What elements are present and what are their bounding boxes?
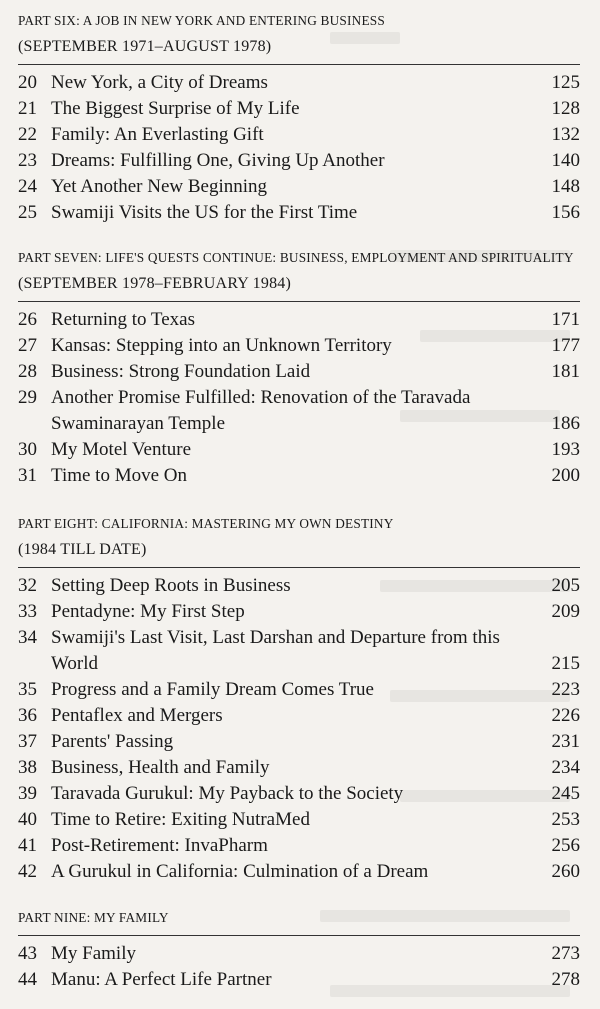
toc-entry[interactable]: 27 Kansas: Stepping into an Unknown Territory 177 (18, 335, 580, 356)
toc-entry[interactable]: 42 A Gurukul in California: Culmination of a Dream 260 (18, 861, 580, 882)
toc-entry[interactable]: 24 Yet Another New Beginning 148 (18, 176, 580, 197)
toc-entry[interactable]: 23 Dreams: Fulfilling One, Giving Up Another 140 (18, 150, 580, 171)
divider (18, 301, 580, 302)
toc-entry[interactable]: 32 Setting Deep Roots in Business 205 (18, 575, 580, 596)
toc-entry[interactable]: 21 The Biggest Surprise of My Life 128 (18, 98, 580, 119)
toc-entry[interactable]: 26 Returning to Texas 171 (18, 309, 580, 330)
divider (18, 567, 580, 568)
toc-entry[interactable]: 41 Post-Retirement: InvaPharm 256 (18, 835, 580, 856)
toc-entry[interactable]: 38 Business, Health and Family 234 (18, 757, 580, 778)
part-heading: PART SEVEN: LIFE'S QUESTS CONTINUE: BUSINESS, EMPLOYMENT AND SPIRITUALITY (SEPTEMBER 1978–FEBRUARY 1984) (18, 250, 574, 292)
toc-entry[interactable]: 43 My Family 273 (18, 943, 580, 964)
part-six (18, 8, 580, 226)
divider (18, 935, 580, 936)
toc-entry[interactable]: 39 Taravada Gurukul: My Payback to the Society 245 (18, 783, 580, 804)
toc-entry[interactable]: 31 Time to Move On 200 (18, 465, 580, 486)
toc-entry[interactable]: 40 Time to Retire: Exiting NutraMed 253 (18, 809, 580, 830)
toc-entry[interactable]: 25 Swamiji Visits the US for the First Time 156 (18, 202, 580, 223)
toc-entry[interactable]: 22 Family: An Everlasting Gift 132 (18, 124, 580, 145)
toc-entry[interactable]: 29 Another Promise Fulfilled: Renovation of the Taravada Swaminarayan Temple 186 (18, 387, 580, 434)
part-heading: PART NINE: MY FAMILY (18, 910, 169, 925)
divider (18, 64, 580, 65)
part-nine (18, 905, 580, 993)
part-heading: PART EIGHT: CALIFORNIA: MASTERING MY OWN DESTINY (1984 TILL DATE) (18, 516, 394, 558)
toc-entry[interactable]: 35 Progress and a Family Dream Comes True 223 (18, 679, 580, 700)
part-seven (18, 245, 580, 489)
toc-entry[interactable]: 36 Pentaflex and Mergers 226 (18, 705, 580, 726)
part-eight (18, 511, 580, 885)
part-heading: PART SIX: A JOB IN NEW YORK AND ENTERING BUSINESS (SEPTEMBER 1971–AUGUST 1978) (18, 13, 385, 55)
toc-entry[interactable]: 33 Pentadyne: My First Step 209 (18, 601, 580, 622)
toc-entry[interactable]: 37 Parents' Passing 231 (18, 731, 580, 752)
toc-entry[interactable]: 20 New York, a City of Dreams 125 (18, 72, 580, 93)
toc-entry[interactable]: 30 My Motel Venture 193 (18, 439, 580, 460)
toc-entry[interactable]: 34 Swamiji's Last Visit, Last Darshan and Departure from this World 215 (18, 627, 580, 674)
toc-entry[interactable]: 44 Manu: A Perfect Life Partner 278 (18, 969, 580, 990)
toc-entry[interactable]: 28 Business: Strong Foundation Laid 181 (18, 361, 580, 382)
